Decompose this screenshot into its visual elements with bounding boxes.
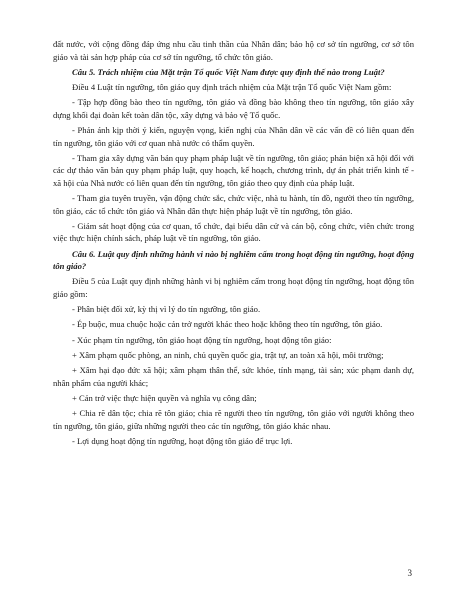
sub-list-item: + Xâm hại đạo đức xã hội; xâm phạm thân thể, sức khỏe, tính mạng, tài sản; xúc phạm danh dự, nhân phẩm của người khác; xyxy=(53,364,414,388)
list-item: - Xúc phạm tín ngưỡng, tôn giáo hoạt động tín ngưỡng, hoạt động tôn giáo: xyxy=(72,334,332,345)
list-item: - Ép buộc, mua chuộc hoặc cản trở người khác theo hoặc không theo tín ngưỡng, tôn giáo. xyxy=(72,319,383,330)
paragraph: Điều 4 Luật tín ngưỡng, tôn giáo quy định trách nhiệm của Mặt trận Tổ quốc Việt Nam gồm: xyxy=(72,81,392,92)
sub-list-item: + Cản trở việc thực hiện quyền và nghĩa vụ công dân; xyxy=(72,392,257,403)
page-number: 3 xyxy=(407,568,412,578)
question-heading: Câu 6. Luật quy định những hành vi nào bị nghiêm cấm trong hoạt động tín ngưỡng, hoạt động tôn giáo? xyxy=(53,248,414,272)
sub-list-item: + Chia rẽ dân tộc; chia rẽ tôn giáo; chia rẽ người theo tín ngưỡng, tôn giáo với người không theo tín ngưỡng, tôn giáo, giữa những người theo các tín ngưỡng, tôn giáo khác nhau. xyxy=(53,407,414,431)
question-heading: Câu 5. Trách nhiệm của Mặt trận Tổ quốc Việt Nam được quy định thế nào trong Luật? xyxy=(72,66,385,77)
list-item: - Phản ánh kịp thời ý kiến, nguyện vọng, kiến nghị của Nhân dân về các vấn đề có liên quan đến tín ngưỡng, tôn giáo với cơ quan nhà nước có thẩm quyền. xyxy=(53,124,414,148)
list-item: - Tham gia xây dựng văn bản quy phạm pháp luật về tín ngưỡng, tôn giáo; phản biện xã hội đối với các dự thảo văn bản quy phạm pháp luật, quy hoạch, kế hoạch, chương trình, dự án phát triển kinh tế - xã hội của Nhà nước có liên quan đến tín ngưỡng, tôn giáo theo quy định của pháp luật. xyxy=(53,152,414,188)
list-item: - Phân biệt đối xử, kỳ thị vì lý do tín ngưỡng, tôn giáo. xyxy=(72,304,261,315)
list-item: - Giám sát hoạt động của cơ quan, tổ chức, đại biểu dân cử và cán bộ, công chức, viên chức trong việc thực hiện chính sách, pháp luật về tín ngưỡng, tôn giáo. xyxy=(53,220,414,244)
list-item: - Lợi dụng hoạt động tín ngưỡng, hoạt động tôn giáo để trục lợi. xyxy=(72,435,293,446)
paragraph: đất nước, với cộng đồng đáp ứng nhu cầu tinh thần của Nhân dân; bảo hộ cơ sở tín ngưỡng, cơ sở tôn giáo và tài sản hợp pháp của cơ sở tín ngưỡng, tổ chức tôn giáo. xyxy=(53,39,414,62)
sub-list-item: + Xâm phạm quốc phòng, an ninh, chủ quyền quốc gia, trật tự, an toàn xã hội, môi trường; xyxy=(72,349,384,360)
paragraph: Điều 5 của Luật quy định những hành vi bị nghiêm cấm trong hoạt động tín ngưỡng, hoạt động tôn giáo gồm: xyxy=(53,276,414,300)
list-item: - Tập hợp đồng bào theo tín ngưỡng, tôn giáo và đồng bào không theo tín ngưỡng, tôn giáo xây dựng khối đại đoàn kết toàn dân tộc, xây dựng và bảo vệ Tổ quốc. xyxy=(53,97,414,120)
list-item: - Tham gia tuyên truyền, vận động chức sắc, chức việc, nhà tu hành, tín đồ, người theo tín ngưỡng, tôn giáo, các tổ chức tôn giáo và Nhân dân thực hiện pháp luật về tín ngưỡng, tôn giáo. xyxy=(53,193,414,216)
